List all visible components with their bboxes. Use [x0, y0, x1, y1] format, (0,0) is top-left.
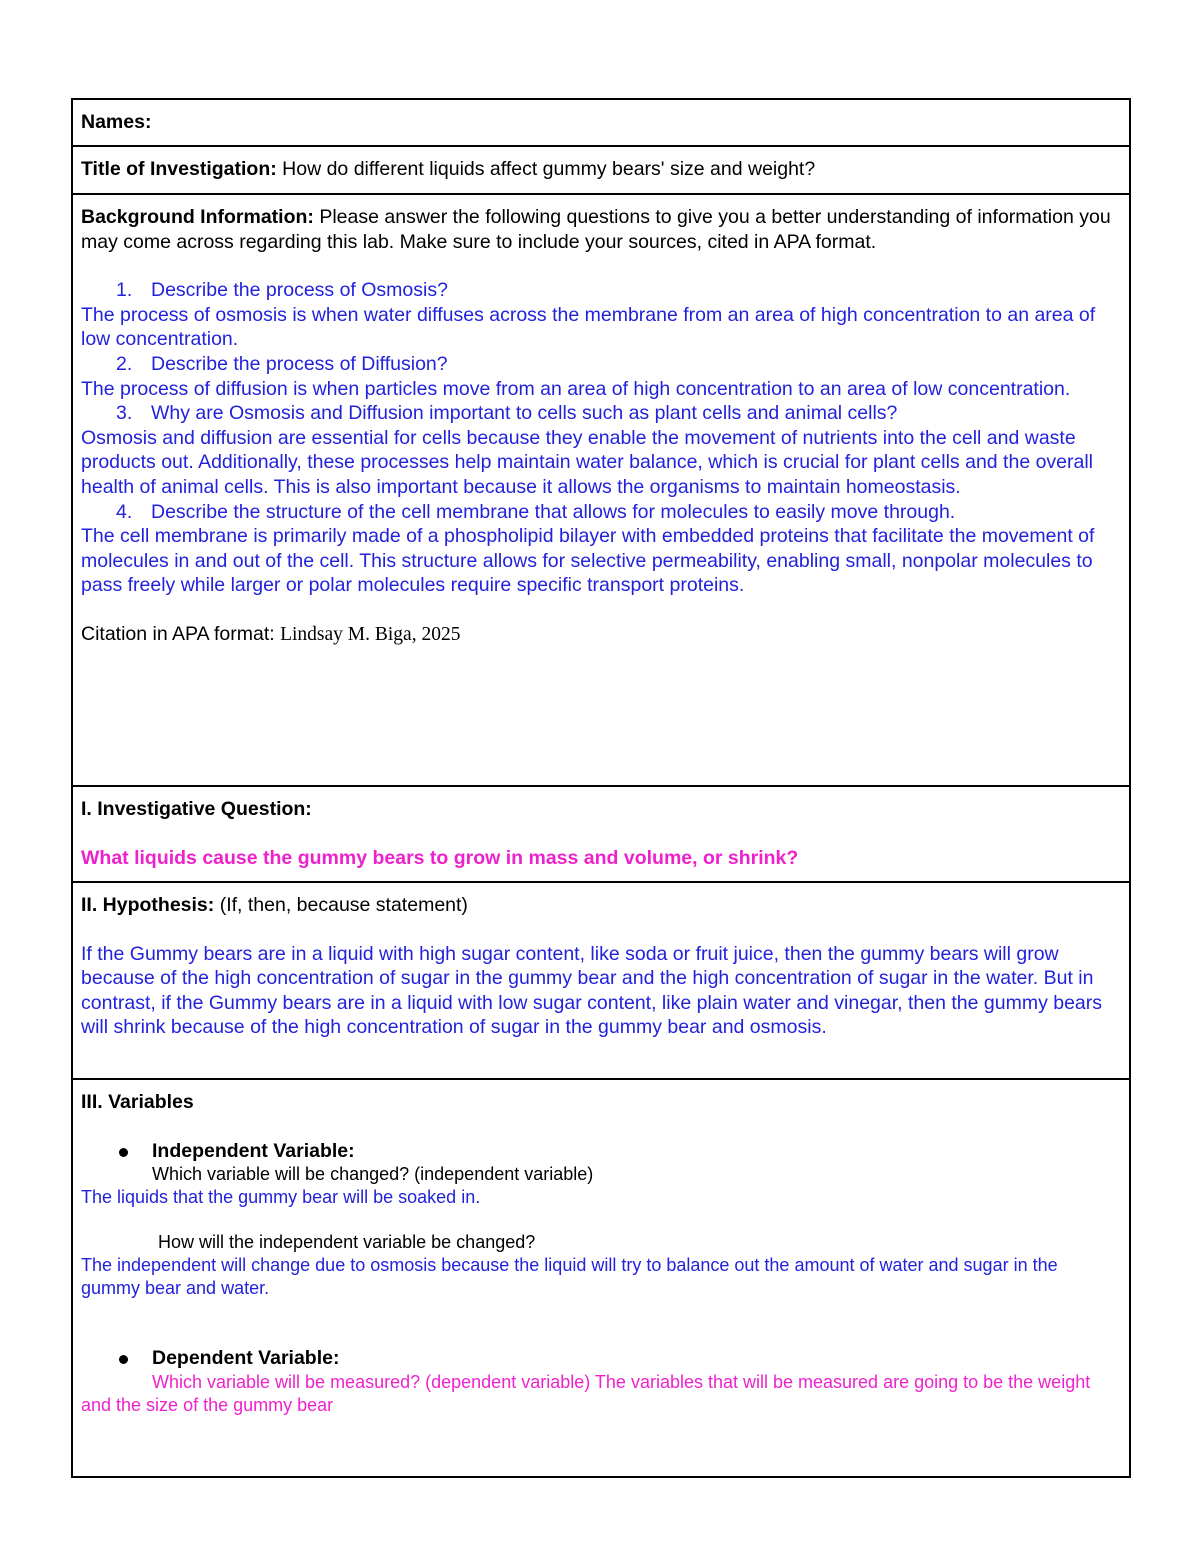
independent-question-2: How will the independent variable be changed? [158, 1232, 536, 1253]
dependent-question: Which variable will be measured? (dependent variable) [152, 1371, 591, 1392]
question-text: Why are Osmosis and Diffusion important to cells such as plant cells and animal cells? [151, 402, 898, 425]
title-row [73, 147, 1129, 195]
variables-label: III. Variables [81, 1091, 194, 1113]
hypothesis-heading [81, 893, 1121, 918]
dependent-variable-item [81, 1346, 1121, 1371]
title-label: Title of Investigation: [81, 158, 277, 180]
investigative-row [73, 787, 1129, 883]
question-text: Describe the structure of the cell membrane that allows for molecules to easily move through. [151, 500, 956, 523]
investigative-label: I. Investigative Question: [81, 798, 312, 820]
background-intro: Please answer the following questions to give you a better understanding of information you may come across regarding this lab. Make sure to include your sources, cited in APA format. [81, 206, 1111, 253]
independent-answer-2: The independent will change due to osmosis because the liquid will try to balance out the amount of water and sugar in the gummy bear and water. [81, 1255, 1058, 1299]
hypothesis-row [73, 883, 1129, 1080]
hypothesis-answer: If the Gummy bears are in a liquid with high sugar content, like soda or fruit juice, then the gummy bears will grow because of the high concentration of sugar in the gummy bear and the high concentration of sugar in the water. But in contrast, if the Gummy bears are in a liquid with low sugar content, like plain water and vinegar, then the gummy bears will shrink because of the high concentration of sugar in the gummy bear and osmosis. [81, 942, 1103, 1039]
question-number: 3. [116, 402, 133, 425]
independent-label: Independent Variable: [152, 1139, 355, 1162]
names-label: Names: [81, 111, 152, 133]
answer-3: Osmosis and diffusion are essential for cells because they enable the movement of nutrients into the cell and waste products out. Additionally, these processes help maintain water balance, which is crucial for plant cells and the overall health of animal cells. This is also important because it allows the organisms to maintain homeostasis. [81, 426, 1094, 498]
citation-label: Citation in APA format: [81, 622, 275, 645]
investigative-answer: What liquids cause the gummy bears to grow in mass and volume, or shrink? [81, 846, 799, 869]
question-2 [81, 352, 1121, 377]
worksheet-table [71, 98, 1131, 1478]
independent-question-1: Which variable will be changed? (independent variable) [152, 1164, 594, 1185]
hypothesis-hint: (If, then, because statement) [219, 894, 468, 916]
question-number: 4. [116, 500, 133, 523]
citation-value: Lindsay M. Biga, 2025 [280, 623, 461, 645]
question-text: Describe the process of Diffusion? [151, 352, 448, 375]
question-number: 2. [116, 352, 133, 375]
answer-2: The process of diffusion is when particles move from an area of high concentration to an area of low concentration. [81, 377, 1071, 400]
citation-line [81, 622, 1121, 648]
answer-4: The cell membrane is primarily made of a phospholipid bilayer with embedded proteins that facilitate the movement of molecules in and out of the cell. This structure allows for selective permeability, enabling small, nonpolar molecules to pass freely while larger or polar molecules require specific transport proteins. [81, 525, 1095, 597]
names-row [73, 100, 1129, 147]
question-text: Describe the process of Osmosis? [151, 279, 448, 302]
dependent-label: Dependent Variable: [152, 1347, 340, 1370]
independent-variable-item [81, 1139, 1121, 1164]
background-intro-block [81, 205, 1121, 254]
dependent-answer: The variables that will be measured are going to be the weight and the size of the gummy bear [81, 1371, 1091, 1415]
bullet-icon [119, 1355, 128, 1364]
question-3 [81, 401, 1121, 426]
question-1 [81, 278, 1121, 303]
independent-answer-1: The liquids that the gummy bear will be soaked in. [81, 1187, 481, 1208]
background-label: Background Information: [81, 206, 314, 228]
question-number: 1. [116, 279, 133, 302]
hypothesis-label: II. Hypothesis: [81, 894, 215, 916]
answer-1: The process of osmosis is when water diffuses across the membrane from an area of high concentration to an area of low concentration. [81, 303, 1096, 351]
variables-row [73, 1080, 1129, 1476]
dependent-text [81, 1371, 1121, 1417]
background-row [73, 195, 1129, 787]
title-value: How do different liquids affect gummy bears' size and weight? [282, 158, 816, 180]
bullet-icon [119, 1148, 128, 1157]
question-4 [81, 500, 1121, 525]
